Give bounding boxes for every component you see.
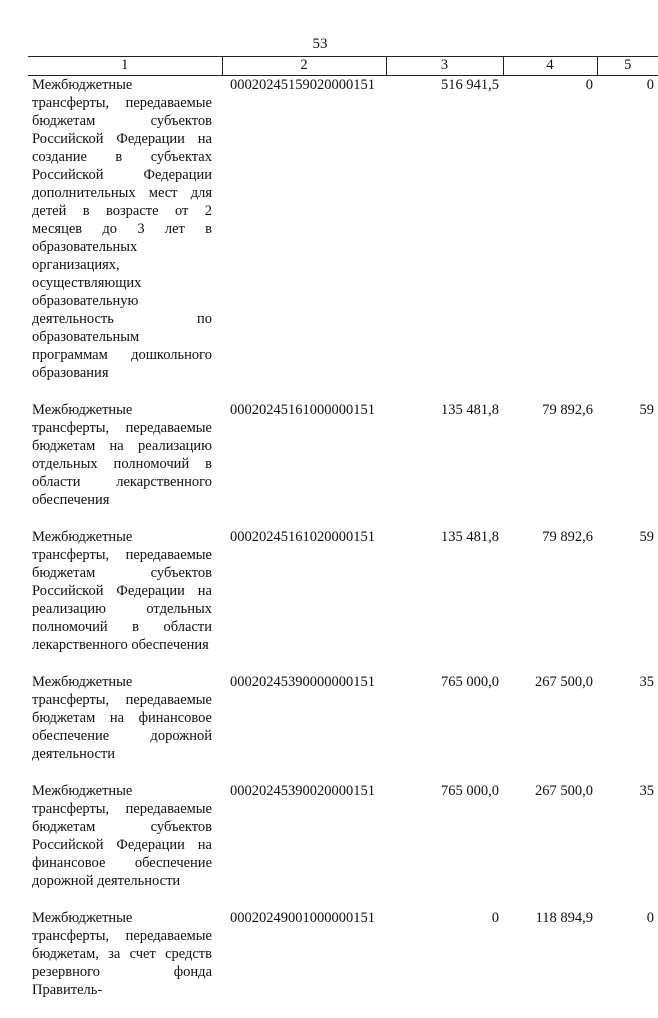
row-value-3: 765 000,0 bbox=[386, 673, 503, 782]
row-value-5: 35 bbox=[597, 673, 658, 782]
row-code: 00020245161020000151 bbox=[222, 528, 386, 673]
row-description: Межбюджетные трансферты, передаваемые бюджетам субъектов Российской Федерации на финансовое обеспечение дорожной деятельности bbox=[28, 782, 222, 909]
row-code: 00020245159020000151 bbox=[222, 76, 386, 402]
table-row bbox=[28, 782, 658, 909]
column-header-3: 3 bbox=[386, 57, 503, 76]
table-header bbox=[28, 57, 658, 76]
column-header-1: 1 bbox=[28, 57, 222, 76]
row-code: 00020245390020000151 bbox=[222, 782, 386, 909]
row-code: 00020249001000000151 bbox=[222, 909, 386, 1018]
row-description: Межбюджетные трансферты, передаваемые бюджетам на реализацию отдельных полномочий в области лекарственного обеспечения bbox=[28, 401, 222, 528]
row-value-4: 267 500,0 bbox=[503, 673, 597, 782]
row-value-4: 267 500,0 bbox=[503, 782, 597, 909]
row-value-5: 0 bbox=[597, 76, 658, 402]
row-description: Межбюджетные трансферты, передаваемые бюджетам субъектов Российской Федерации на реализацию отдельных полномочий в области лекарственного обеспечения bbox=[28, 528, 222, 673]
row-description: Межбюджетные трансферты, передаваемые бюджетам, за счет средств резервного фонда Правитель- bbox=[28, 909, 222, 1018]
row-code: 00020245161000000151 bbox=[222, 401, 386, 528]
table-row bbox=[28, 528, 658, 673]
row-value-3: 135 481,8 bbox=[386, 528, 503, 673]
table-row bbox=[28, 76, 658, 402]
row-value-5: 35 bbox=[597, 782, 658, 909]
table-body bbox=[28, 76, 658, 1018]
row-value-3: 135 481,8 bbox=[386, 401, 503, 528]
row-code: 00020245390000000151 bbox=[222, 673, 386, 782]
page-number: 53 bbox=[0, 36, 640, 53]
column-header-2: 2 bbox=[222, 57, 386, 76]
row-value-3: 516 941,5 bbox=[386, 76, 503, 402]
row-value-5: 0 bbox=[597, 909, 658, 1018]
budget-table bbox=[28, 56, 658, 1018]
table-row bbox=[28, 401, 658, 528]
row-description: Межбюджетные трансферты, передаваемые бюджетам субъектов Российской Федерации на создание в субъектах Российской Федерации дополнительных мест для детей в возрасте от 2 месяцев до 3 лет в образовательных организациях, осуществляющих образовательную деятельность по образовательным программам дошкольного образования bbox=[28, 76, 222, 402]
table-row bbox=[28, 673, 658, 782]
row-value-4: 79 892,6 bbox=[503, 401, 597, 528]
column-header-4: 4 bbox=[503, 57, 597, 76]
row-value-4: 79 892,6 bbox=[503, 528, 597, 673]
row-value-5: 59 bbox=[597, 528, 658, 673]
header-row bbox=[28, 57, 658, 76]
table-row bbox=[28, 909, 658, 1018]
row-value-3: 0 bbox=[386, 909, 503, 1018]
row-description: Межбюджетные трансферты, передаваемые бюджетам на финансовое обеспечение дорожной деятельности bbox=[28, 673, 222, 782]
column-header-5: 5 bbox=[597, 57, 658, 76]
row-value-3: 765 000,0 bbox=[386, 782, 503, 909]
row-value-4: 0 bbox=[503, 76, 597, 402]
row-value-5: 59 bbox=[597, 401, 658, 528]
row-value-4: 118 894,9 bbox=[503, 909, 597, 1018]
